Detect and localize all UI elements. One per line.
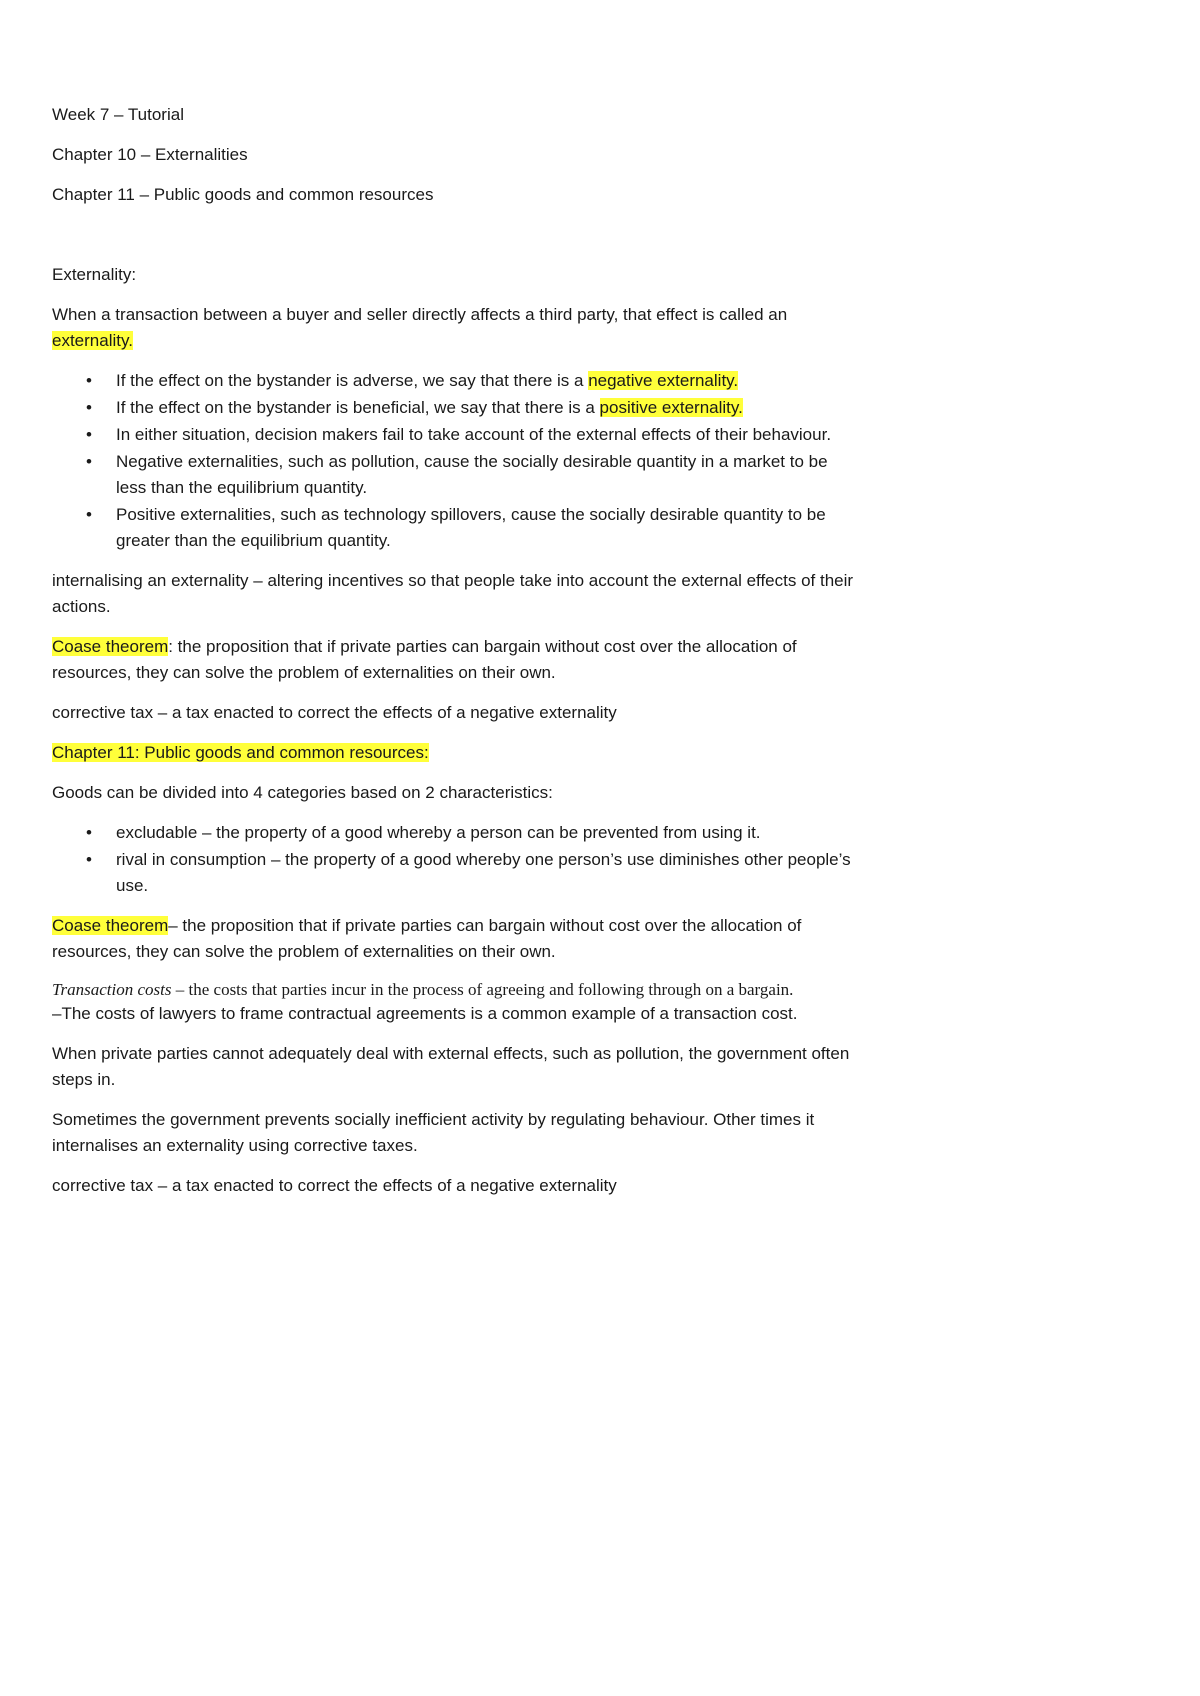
coase-theorem-text: : the proposition that if private parties can bargain without cost over the allocation of resources, they can solve the problem of externalities on their own.	[52, 637, 797, 682]
title-chapter-10: Chapter 10 – Externalities	[52, 145, 248, 164]
transaction-costs-text: – the costs that parties incur in the process of agreeing and following through on a bargain.	[171, 980, 794, 999]
bullet-text: If the effect on the bystander is adverse, we say that there is a	[116, 371, 589, 390]
document-page	[52, 102, 862, 1213]
transaction-costs-definition	[52, 979, 862, 1001]
coase-theorem-definition-1	[52, 634, 862, 686]
list-item: • Negative externalities, such as pollution, cause the socially desirable quantity in a market to be less than the equilibrium quantity.	[116, 449, 862, 501]
list-item	[116, 368, 862, 394]
lawyers-example: –The costs of lawyers to frame contractual agreements is a common example of a transaction cost.	[52, 1004, 798, 1023]
goods-categories-intro: Goods can be divided into 4 categories based on 2 characteristics:	[52, 783, 553, 802]
list-item	[116, 395, 862, 421]
corrective-tax-definition-2: corrective tax – a tax enacted to correct the effects of a negative externality	[52, 1176, 617, 1195]
externality-definition-text: When a transaction between a buyer and seller directly affects a third party, that effect is called an	[52, 305, 788, 324]
list-item: • rival in consumption – the property of a good whereby one person’s use diminishes other people’s use.	[116, 847, 862, 899]
coase-theorem-highlight: Coase theorem	[52, 916, 169, 935]
coase-theorem-text: – the proposition that if private parties can bargain without cost over the allocation of resources, they can solve the problem of externalities on their own.	[52, 916, 802, 961]
externality-term-highlight: externality.	[52, 331, 133, 350]
transaction-costs-term: Transaction costs	[52, 980, 172, 999]
externality-bullet-list	[52, 368, 862, 554]
bullet-text: If the effect on the bystander is beneficial, we say that there is a	[116, 398, 600, 417]
internalising-definition: internalising an externality – altering incentives so that people take into account the external effects of their actions.	[52, 571, 854, 616]
title-week: Week 7 – Tutorial	[52, 105, 184, 124]
government-regulation: Sometimes the government prevents socially inefficient activity by regulating behaviour. Other times it internalises an externality using corrective taxes.	[52, 1110, 815, 1155]
coase-theorem-highlight: Coase theorem	[52, 637, 169, 656]
negative-externality-highlight: negative externality.	[588, 371, 739, 390]
chapter-11-heading-highlight: Chapter 11: Public goods and common resources:	[52, 743, 429, 762]
corrective-tax-definition-1: corrective tax – a tax enacted to correct the effects of a negative externality	[52, 703, 617, 722]
externality-heading: Externality:	[52, 265, 137, 284]
list-item: • Positive externalities, such as technology spillovers, cause the socially desirable quantity to be greater than the equilibrium quantity.	[116, 502, 862, 554]
chapter-11-heading	[52, 740, 862, 766]
goods-characteristics-list	[52, 820, 862, 899]
list-item: • excludable – the property of a good whereby a person can be prevented from using it.	[116, 820, 862, 846]
spacer	[52, 222, 862, 262]
list-item: • In either situation, decision makers fail to take account of the external effects of their behaviour.	[116, 422, 862, 448]
externality-definition	[52, 302, 862, 354]
coase-theorem-definition-2	[52, 913, 862, 965]
government-steps-in: When private parties cannot adequately deal with external effects, such as pollution, the government often steps in.	[52, 1044, 850, 1089]
positive-externality-highlight: positive externality.	[599, 398, 743, 417]
title-chapter-11: Chapter 11 – Public goods and common resources	[52, 185, 434, 204]
